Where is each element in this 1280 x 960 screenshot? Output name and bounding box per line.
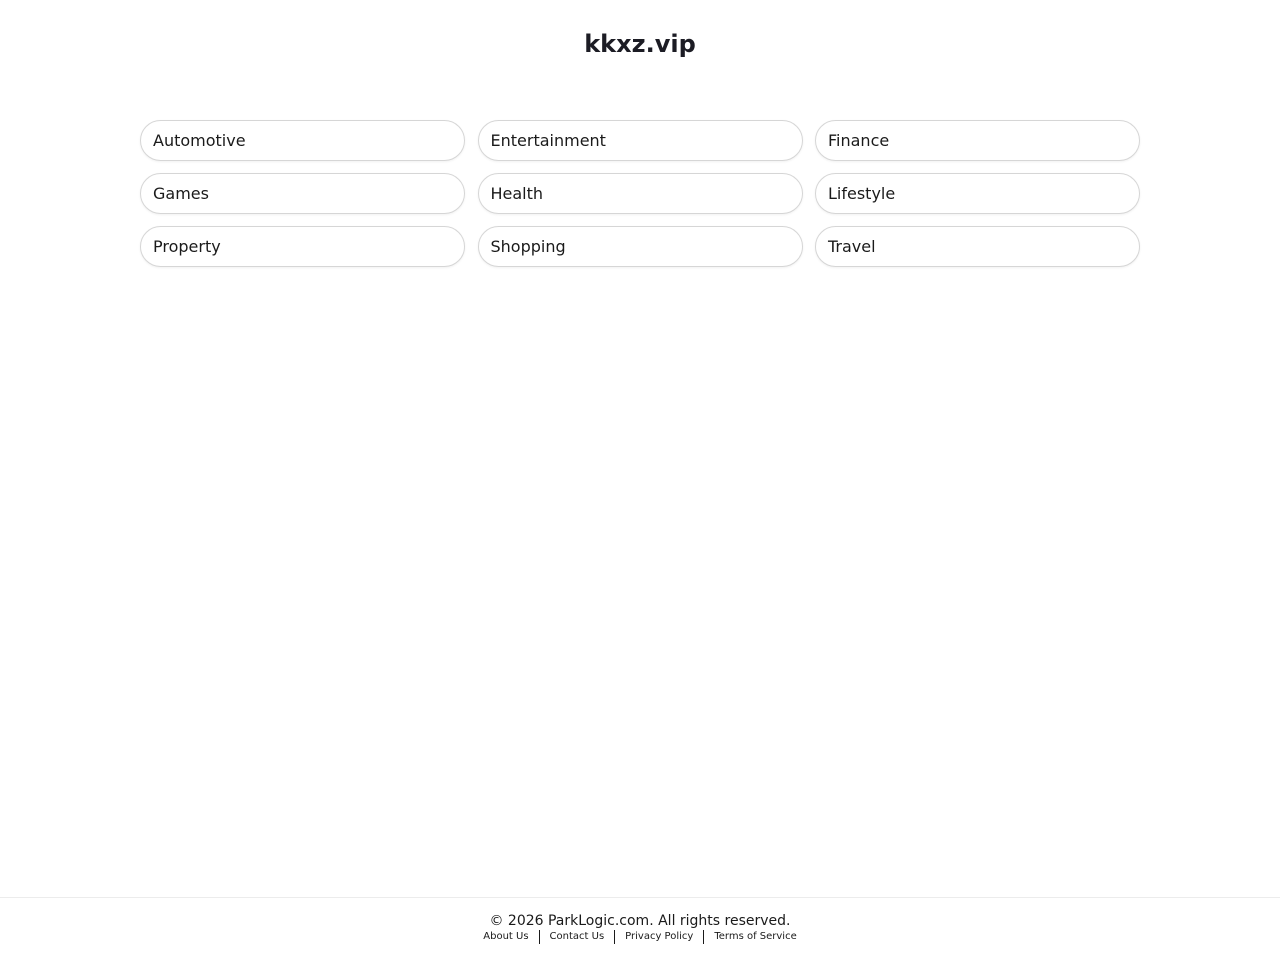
category-entertainment[interactable]: Entertainment — [478, 120, 803, 161]
category-finance[interactable]: Finance — [815, 120, 1140, 161]
footer-divider — [703, 930, 704, 944]
category-games[interactable]: Games — [140, 173, 465, 214]
category-travel[interactable]: Travel — [815, 226, 1140, 267]
site-title: kkxz.vip — [584, 30, 696, 58]
footer-divider — [614, 930, 615, 944]
footer-divider — [539, 930, 540, 944]
footer-links — [0, 930, 1280, 944]
terms-of-service-link[interactable]: Terms of Service — [714, 931, 797, 942]
category-health[interactable]: Health — [478, 173, 803, 214]
footer — [0, 897, 1280, 960]
copyright-text: © 2026 ParkLogic.com. All rights reserved. — [489, 913, 791, 929]
category-automotive[interactable]: Automotive — [140, 120, 465, 161]
privacy-policy-link[interactable]: Privacy Policy — [625, 931, 694, 942]
category-lifestyle[interactable]: Lifestyle — [815, 173, 1140, 214]
category-grid — [140, 120, 1140, 267]
about-us-link[interactable]: About Us — [483, 931, 529, 942]
category-property[interactable]: Property — [140, 226, 465, 267]
category-shopping[interactable]: Shopping — [478, 226, 803, 267]
contact-us-link[interactable]: Contact Us — [549, 931, 605, 942]
